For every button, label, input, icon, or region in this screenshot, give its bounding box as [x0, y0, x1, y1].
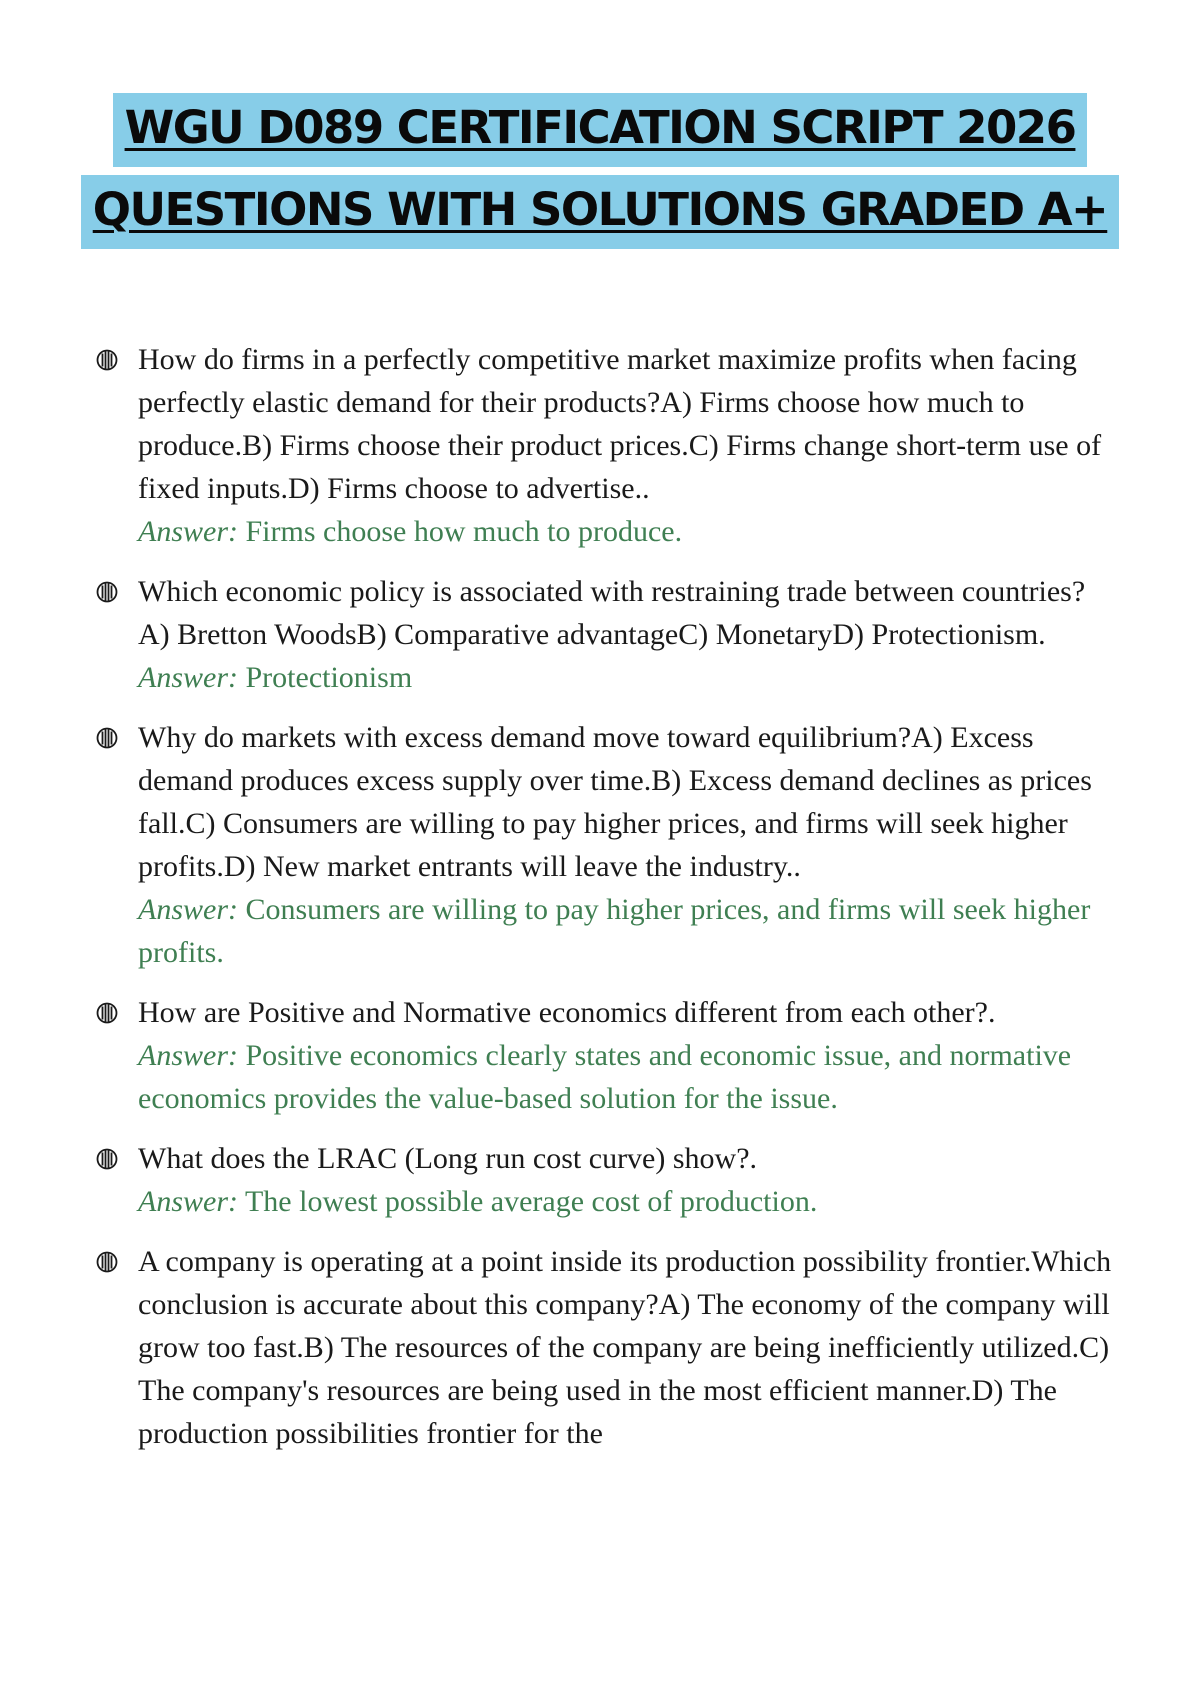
question-text: Why do markets with excess demand move toward equilibrium?A) Excess demand produces excess supply over time.B) Excess demand declines as prices fall.C) Consumers are willing to pay higher prices, and firms will seek higher profits.D) New market entrants will leave the industry.. [138, 721, 1092, 883]
circle-striped-icon [96, 1251, 118, 1273]
title-line-1: WGU D089 CERTIFICATION SCRIPT 2026 [113, 93, 1088, 167]
answer-line [138, 656, 1116, 699]
answer-label: Answer: [138, 1185, 238, 1218]
answer-label: Answer: [138, 1039, 238, 1072]
document-title [0, 93, 1200, 249]
answer-line [138, 888, 1116, 974]
answer-text: Consumers are willing to pay higher prices, and firms will seek higher profits. [138, 893, 1091, 969]
circle-striped-icon [96, 1148, 118, 1170]
answer-label: Answer: [138, 515, 238, 548]
question-text: How are Positive and Normative economics different from each other?. [138, 996, 996, 1029]
question-text: A company is operating at a point inside its production possibility frontier.Which conclusion is accurate about this company?A) The economy of the company will grow too fast.B) The resources of the company are being inefficiently utilized.C) The company's resources are being used in the most efficient manner.D) The production possibilities frontier for the [138, 1245, 1112, 1450]
answer-text: The lowest possible average cost of production. [244, 1185, 818, 1218]
question-item [96, 1240, 1116, 1455]
answer-line [138, 1034, 1116, 1120]
question-item [96, 570, 1116, 699]
circle-striped-icon [96, 581, 118, 603]
answer-line [138, 510, 1116, 553]
question-text: Which economic policy is associated with restraining trade between countries?A) Bretton WoodsB) Comparative advantageC) MonetaryD) Protectionism. [138, 575, 1086, 651]
circle-striped-icon [96, 727, 118, 749]
answer-text: Firms choose how much to produce. [245, 515, 683, 548]
question-text: What does the LRAC (Long run cost curve) show?. [138, 1142, 758, 1175]
question-list [96, 338, 1116, 1472]
circle-striped-icon [96, 349, 118, 371]
answer-label: Answer: [138, 661, 238, 694]
answer-text: Protectionism [245, 661, 413, 694]
question-item [96, 991, 1116, 1120]
answer-line [138, 1180, 1116, 1223]
answer-label: Answer: [138, 893, 238, 926]
question-text: How do firms in a perfectly competitive market maximize profits when facing perfectly elastic demand for their products?A) Firms choose how much to produce.B) Firms choose their product prices.C) Firms change short-term use of fixed inputs.D) Firms choose to advertise.. [138, 343, 1102, 505]
question-item [96, 716, 1116, 974]
title-line-2: QUESTIONS WITH SOLUTIONS GRADED A+ [81, 175, 1120, 249]
question-item [96, 338, 1116, 553]
answer-text: Positive economics clearly states and economic issue, and normative economics provides the value-based solution for the issue. [138, 1039, 1072, 1115]
circle-striped-icon [96, 1002, 118, 1024]
question-item [96, 1137, 1116, 1223]
